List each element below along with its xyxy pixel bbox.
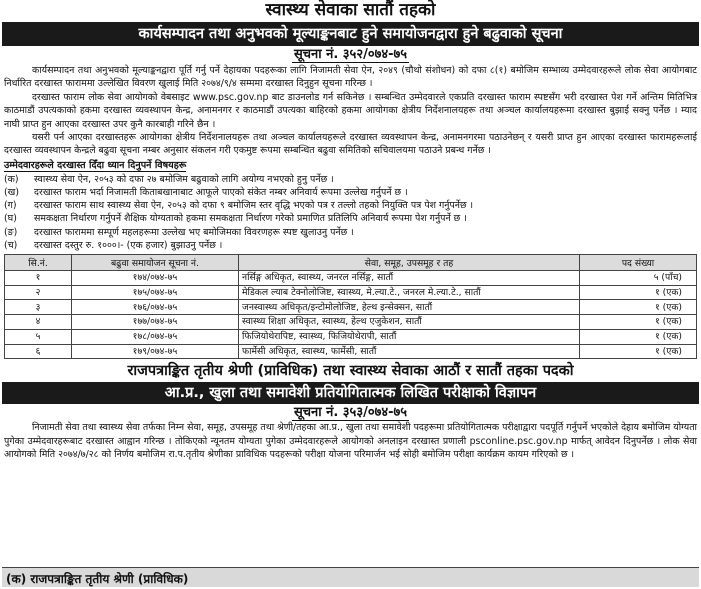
- table-row: [5, 329, 697, 344]
- condition-label: (ङ): [4, 226, 18, 238]
- cell-notice-no: १७४/०७४-७५: [72, 271, 239, 286]
- condition-item: [4, 239, 697, 252]
- cell-posts: १ (एक): [580, 329, 697, 344]
- col-notice-header: बढुवा समायोजन सूचना नं.: [72, 255, 239, 271]
- col-service-header: सेवा, समूह, उपसमूह र तह: [239, 255, 580, 271]
- cell-serial: ६: [5, 344, 72, 359]
- cell-serial: ५: [5, 329, 72, 344]
- section2-title: राजपत्राङ्कित तृतीय श्रेणी (प्राविधिक) तथा स्वास्थ्य सेवाका आठौं र सातौं तहका पदको: [127, 363, 574, 380]
- cell-service: मेडिकल ल्याब टेक्नोलोजिष्ट, स्वास्थ्य, मे.ल्या.टे., जनरल मे.ल्या.टे., सातौं: [239, 285, 580, 300]
- table-header-row: [5, 255, 697, 271]
- condition-text: स्वास्थ्य सेवा ऐन, २०५३ को दफा २७ बमोजिम बढुवाको लागि अयोग्य नभएको हुनु पर्नेछ ।: [34, 173, 334, 185]
- condition-item: [4, 212, 697, 225]
- conditions-heading-text: उम्मेदवारहरूले दरखास्त दिँदा ध्यान दिनुपर्ने विषयहरू: [4, 159, 187, 171]
- section2-paragraph: निजामती सेवा तथा स्वास्थ्य सेवा तर्फका निम्न सेवा, समूह, उपसमूह तथा श्रेणी/तहका आ.प्र., खुला तथा समावेशी पदहरूमा प्रतियोगितात्मक परीक्षाद्वारा पदपूर्ति गर्नुपर्ने भएकोले देहाय बमोजिम योग्यता पुगेका उम्मेदवारहरूबाट दरखास्त आह्वान गरिन्छ । तोकिएको न्यूनतम योग्यता पुगेका उम्मेदवारहरूले आयोगको अनलाइन दरखास्त प्रणाली psconline.psc.gov.np मार्फत् आवेदन दिनुपर्नेछ । लोक सेवा आयोगको मिति २०७४/७/२८ को निर्णय बमोजिम रा.प.तृतीय श्रेणीका प्राविधिक पदहरूको परीक्षा योजना परिमार्जन भई सोही बमोजिम परीक्षा कार्यक्रम कायम गरिएको छ ।: [4, 422, 697, 460]
- section2-notice-number: [2, 404, 699, 421]
- cell-posts: १ (एक): [580, 300, 697, 315]
- cell-notice-no: १७९/०७४-७५: [72, 344, 239, 359]
- cell-serial: ३: [5, 300, 72, 315]
- condition-item: [4, 186, 697, 199]
- condition-label: (ख): [4, 187, 19, 199]
- cell-service: नर्सिङ्ग अधिकृत, स्वास्थ्य, जनरल नर्सिङ्ग, सातौं: [239, 271, 580, 286]
- col-posts-header: पद संख्या: [580, 255, 697, 271]
- conditions-list: [2, 173, 699, 252]
- cell-posts: १ (एक): [580, 344, 697, 359]
- section2-notice-number-text: सूचना नं. ३५३/०७४-७५: [293, 405, 408, 421]
- col-serial-header: सि.नं.: [5, 255, 72, 271]
- condition-item: [4, 199, 697, 212]
- notice-number-text: सूचना नं. ३५२/०७४-७५: [293, 47, 408, 62]
- cell-posts: ५ (पाँच): [580, 271, 697, 286]
- intro-paragraph-2: दरखास्त फाराम लोक सेवा आयोगको वेबसाइट www.psc.gov.np बाट डाउनलोड गर्न सकिनेछ । सम्बन्धित उम्मेदवारले एकप्रति दरखास्त फाराम स्पष्टसँग भरी दरखास्त पेश गर्ने अन्तिम मितिभित्र काठमाडौं उपत्यकाको हकमा दरखास्त व्यवस्थापन केन्द्र, अनामनगर र काठमाडौं उपत्यका बाहिरको हकमा आयोगका क्षेत्रीय निर्देशनालयहरू तथा अञ्चल कार्यालयहरूमा दरखास्त बुझाई सक्नु पर्नेछ । म्याद नाघी प्राप्त हुन आएका दरखास्त उपर कुनै कारबाही गरिने छैन ।: [4, 91, 697, 130]
- table-row: [5, 344, 697, 359]
- cell-service: फार्मेसी अधिकृत, स्वास्थ्य, फार्मेसी, सातौं: [239, 344, 580, 359]
- subsection-heading-text: (क) राजपत्राङ्कित तृतीय श्रेणी (प्राविधिक): [6, 572, 189, 586]
- condition-item: [4, 226, 697, 239]
- condition-label: (क): [4, 173, 19, 185]
- condition-text: समकक्षता निर्धारण गर्नुपर्ने शैक्षिक योग्यताको हकमा समकक्षता निर्धारण गरेको प्रमाणित प्रतिलिपि अनिवार्य रूपमा पेश गर्नुपर्ने छ ।: [34, 213, 467, 225]
- condition-text: दरखास्त फाराम साथ स्वास्थ्य सेवा ऐन, २०५३ को दफा ९ बमोजिम स्तर वृद्धि भएको पत्र र तल्लो तहको नियुक्ति पत्र पेश गर्नुपर्नेछ ।: [34, 200, 474, 212]
- cell-posts: १ (एक): [580, 285, 697, 300]
- cell-service: फिजियोथेरापिष्ट, स्वास्थ्य, फिजियोथेरापी, सातौं: [239, 329, 580, 344]
- cell-notice-no: १७६/०७४-७५: [72, 300, 239, 315]
- cell-serial: २: [5, 285, 72, 300]
- table-row: [5, 271, 697, 286]
- condition-text: दरखास्त फाराम भर्दा निजामती किताबखानाबाट आफूले पाएको संकेत नम्बर अनिवार्य रूपमा उल्लेख गर्नुपर्ने छ ।: [34, 187, 408, 199]
- cell-notice-no: १७८/०७४-७५: [72, 329, 239, 344]
- condition-item: [4, 173, 697, 186]
- table-row: [5, 285, 697, 300]
- intro-paragraph-3: यसरी पर्न आएका दरखास्तहरू आयोगका क्षेत्रीय निर्देशनालयहरू तथा अञ्चल कार्यालयहरूले दरखास्त व्यवस्थापन केन्द्र, अनामनगरमा पठाउनेछन् र यसरी प्राप्त हुन आएका दरखास्त फारामहरूलाई दरखास्त व्यवस्थापन केन्द्रले बढुवा सूचना नम्बर अनुसार संकलन गरी एकमुष्ट रूपमा सम्बन्धित बढुवा समितिको सचिवालयमा पठाउने प्रबन्ध गर्नेछ ।: [4, 132, 697, 157]
- cell-service: स्वास्थ्य शिक्षा अधिकृत, स्वास्थ्य, हेल्थ एजुकेशन, सातौं: [239, 315, 580, 330]
- condition-label: (च): [4, 239, 18, 251]
- section2-banner: आ.प्र., खुला तथा समावेशी प्रतियोगितात्मक लिखित परीक्षाको विज्ञापन: [2, 382, 699, 404]
- cell-service: जनस्वास्थ्य अधिकृत/इन्टोमोलोजिष्ट, हेल्थ इन्सेक्सन, सातौं: [239, 300, 580, 315]
- cell-posts: १ (एक): [580, 315, 697, 330]
- cell-notice-no: १७५/०७४-७५: [72, 285, 239, 300]
- conditions-heading: [2, 159, 699, 173]
- table-row: [5, 315, 697, 330]
- condition-label: (घ): [4, 213, 17, 225]
- condition-label: (ग): [4, 200, 17, 212]
- page-title: स्वास्थ्य सेवाका सातौं तहको: [265, 0, 436, 20]
- condition-text: दरखास्त दस्तुर रु. १०००।- (एक हजार) बुझाउनु पर्नेछ ।: [34, 239, 223, 251]
- intro-paragraph-1: कार्यसम्पादन तथा अनुभवको मूल्याङ्कनद्वारा पूर्ति गर्नु पर्ने देहायका पदहरूका लागि निजामती सेवा ऐन, २०४९ (चौथो संशोधन) को दफा ८(१) बमोजिम सम्भाव्य उम्मेदवारहरूले लोक सेवा आयोगबाट निर्धारित दरखास्त फाराममा उल्लेखित विवरण खुलाई मिति २०७४/९/४ सम्ममा दरखास्त दिनुहुन सूचना गरिन्छ ।: [4, 65, 697, 90]
- notice-number: [2, 46, 699, 64]
- cell-serial: १: [5, 271, 72, 286]
- cell-notice-no: १७७/०७४-७५: [72, 315, 239, 330]
- subsection-heading: [2, 567, 699, 587]
- vacancy-table: [4, 254, 697, 359]
- table-row: [5, 300, 697, 315]
- notice-banner: कार्यसम्पादन तथा अनुभवको मूल्याङ्कनबाट हुने समायोजनद्वारा हुने बढुवाको सूचना: [2, 22, 699, 46]
- cell-serial: ४: [5, 315, 72, 330]
- condition-text: दरखास्त फाराममा सम्पूर्ण महलहरूमा उल्लेख भए बमोजिमका विवरणहरू स्पष्ट खुलाउनु पर्नेछ ।: [34, 226, 354, 238]
